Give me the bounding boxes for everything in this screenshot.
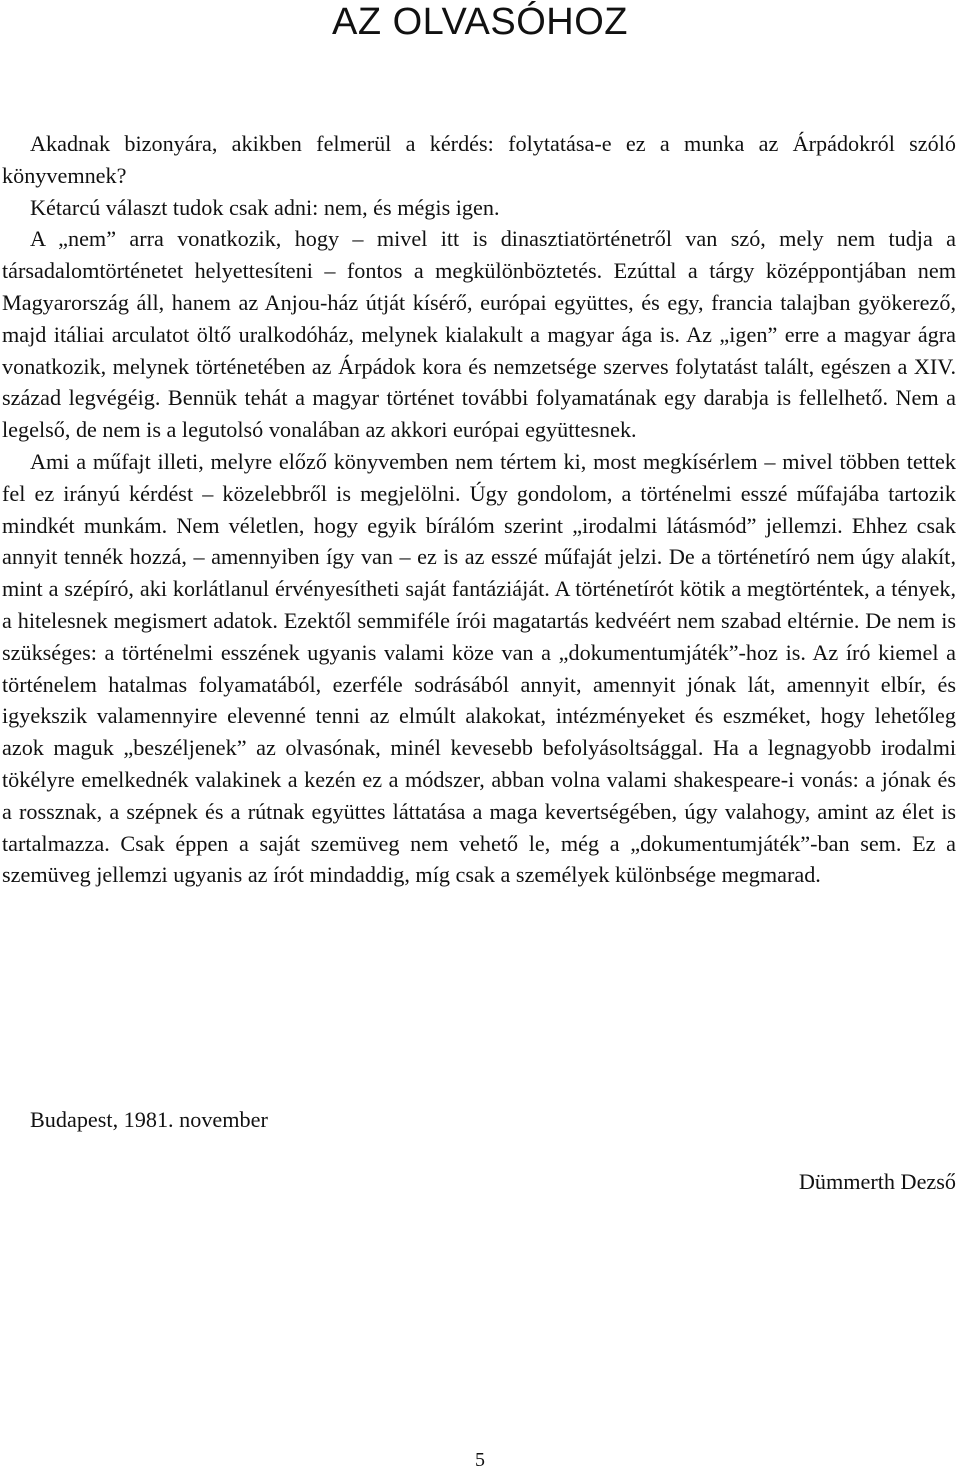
page-title: AZ OLVASÓHOZ	[332, 1, 628, 43]
paragraph: Kétarcú választ tudok csak adni: nem, és mégis igen.	[30, 194, 500, 220]
paragraph: Ami a műfajt illeti, melyre előző könyvemben nem tértem ki, most megkísérlem – mivel többen tettek fel ez irányú kérdést – közelebbről is megjelölni. Úgy gondolom, a történelmi esszé műfajába tartozik mindkét munkám. Nem véletlen, hogy egyik bírálóm szerint „irodalmi látásmód” jellemzi. Ehhez csak annyit tennék hozzá, – amennyiben így van – ez is az esszé műfaját jelzi. De a történetíró nem úgy alakít, mint a szépíró, aki korlátlanul érvényesítheti saját fantáziáját. A történetírót kötik a megtörténtek, a tények, a hitelesnek megismert adatok. Ezektől semmiféle írói magatartás kedvéért nem szabad eltérnie. De nem is szükséges: a történelmi esszének ugyanis valami köze van a „dokumentumjáték”-hoz is. Az író kiemel a történelem hatalmas folyamatából, ezerféle sodrásából annyit, amennyit jónak lát, amennyit elbír, és igyekszik valamennyire elevenné tenni az elmúlt alakokat, intézményeket és eszméket, hogy lehetőleg azok maguk „beszéljenek” az olvasónak, minél kevesebb befolyásoltsággal. Ha a legnagyobb irodalmi tökélyre emelkednék valakinek a kezén ez a módszer, abban volna valami shakespeare-i vonás: a jónak és a rossznak, a szépnek és a rútnak együttes láttatása a maga kevertségében, úgy valahogy, amint az élet is tartalmazza. Csak éppen a saját szemüveg nem vehető le, még a „dokumentumjáték”-ban sem. Ez a szemüveg jellemzi ugyanis az írót mindaddig, míg csak a személyek különbsége megmarad.	[2, 448, 956, 888]
page-number: 5	[475, 1449, 485, 1471]
paragraph: A „nem” arra vonatkozik, hogy – mivel itt is dinasztiatörténetről van szó, mely nem tudja a társadalomtörténetet helyettesíteni – fontos a megkülönböztetés. Ezúttal a tárgy középpontjában nem Magyarország áll, hanem az Anjou-ház útját kísérő, európai együttes, és egy, francia talajban gyökerező, majd itáliai arculatot öltő uralkodóház, melynek kialakult a magyar ága is. Az „igen” erre a magyar ágra vonatkozik, melynek történetében az Árpádok kora és nemzetsége szerves folytatást talált, egészen a XIV. század legvégéig. Bennük tehát a magyar történet további folyamatának egy darabja is fellelhető. Nem a legelső, de nem is a legutolsó vonalában az akkori európai együttesnek.	[2, 226, 956, 443]
body-text	[2, 128, 956, 891]
place-date: Budapest, 1981. november	[30, 1107, 268, 1132]
author-signature: Dümmerth Dezső	[798, 1169, 956, 1194]
paragraph: Akadnak bizonyára, akikben felmerül a kérdés: folytatása-e ez a munka az Árpádokról szóló könyvemnek?	[2, 131, 956, 188]
